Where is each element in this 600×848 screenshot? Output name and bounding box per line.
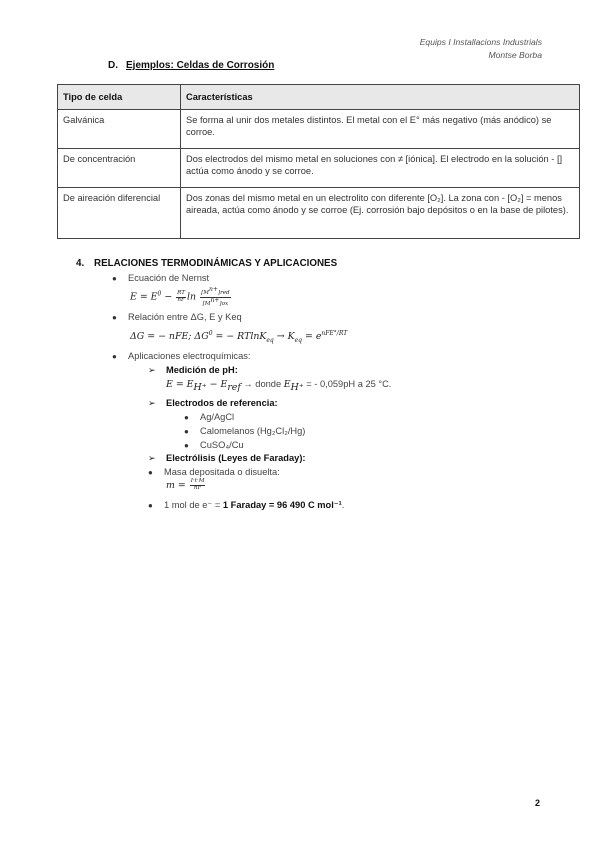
column-header-type: Tipo de celda: [58, 85, 181, 110]
cell-type: De concentración: [58, 149, 181, 188]
list-item-nernst: [112, 272, 209, 284]
list-item: [184, 439, 244, 451]
ph-title: Medición de pH:: [166, 365, 238, 375]
section-4-title: RELACIONES TERMODINÁMICAS Y APLICACIONES: [94, 258, 338, 269]
table-row: [58, 188, 580, 239]
mass-fraction: $\frac{I\cdot t\cdot M}{nF}$: [190, 478, 205, 491]
page-header: [420, 36, 542, 62]
list-item: [184, 425, 305, 437]
nernst-label: Ecuación de Nernst: [128, 273, 210, 283]
bullet-icon: ●: [184, 441, 189, 450]
bullet-icon: ●: [112, 313, 117, 322]
bullet-icon: ●: [184, 427, 189, 436]
subitem-reference-electrodes: [148, 397, 278, 410]
nernst-formula: $E = E^0$ − $\frac{RT}{nF}$ ln $\frac{[M^{n+}]red}{[M^{n+}]ox}$: [130, 286, 230, 307]
section-d-heading: [108, 59, 274, 72]
subitem-electrolysis: [148, 452, 306, 465]
column-header-characteristics: Características: [181, 85, 580, 110]
reference-electrodes-title: Electrodos de referencia:: [166, 398, 278, 408]
list-item-applications: [112, 350, 250, 362]
bullet-icon: ●: [184, 413, 189, 422]
bullet-icon: ●: [112, 274, 117, 283]
section-4-number: 4.: [76, 258, 85, 269]
ph-formula: $E = E_{H^+} - E_{ref}$ → donde $E_{H^+}$ = - 0,059pH a 25 °C.: [166, 379, 392, 393]
mass-label: Masa depositada o disuelta:: [164, 467, 280, 477]
nernst-fraction: $\frac{RT}{nF}$: [177, 289, 186, 303]
relation-formula: ΔG = − nFE; $\Delta G^0$ = − $RTlnK_{eq} \to K_{eq} = e^{nFE^\circ/RT}$: [130, 330, 348, 344]
section-d-letter: D.: [108, 60, 118, 71]
table-row: [58, 149, 580, 188]
list-item-relation: [112, 311, 242, 323]
cell-description: Dos zonas del mismo metal en un electrolito con diferente [O₂]. La zona con - [O₂] = menos aireada, actúa como ánodo y se corroe (Ej. corrosión bajo depósitos o en la base de pilotes).: [181, 188, 580, 239]
cell-type: Galvánica: [58, 110, 181, 149]
relation-label: Relación entre ΔG, E y Keq: [128, 312, 242, 322]
bullet-icon: ●: [148, 468, 153, 477]
electrolysis-title: Electrólisis (Leyes de Faraday):: [166, 453, 306, 463]
header-author: Montse Borba: [488, 49, 542, 60]
arrowhead-icon: ➢: [148, 365, 156, 375]
reference-electrode: Ag/AgCl: [200, 412, 235, 422]
nernst-quotient: $\frac{[M^{n+}]red}{[M^{n+}]ox}$: [201, 286, 230, 307]
table-row: [58, 110, 580, 149]
corrosion-cells-table: [57, 84, 580, 239]
list-item-faraday: ● 1 mol de e⁻ = 1 Faraday = 96 490 C mol⁻¹.: [148, 500, 345, 510]
arrowhead-icon: ➢: [148, 453, 156, 463]
mass-formula: m = $\frac{I\cdot t\cdot M}{nF}$: [166, 478, 205, 491]
reference-electrode: Calomelanos (Hg₂Cl₂/Hg): [200, 426, 306, 436]
header-course: Equips I Installacions Industrials: [419, 37, 542, 47]
section-4-heading: [76, 258, 337, 271]
page-number: 2: [534, 798, 540, 808]
arrowhead-icon: ➢: [148, 398, 156, 408]
cell-description: Se forma al unir dos metales distintos. El metal con el E° más negativo (más anódico) se corroe.: [181, 110, 580, 149]
bullet-icon: ●: [148, 501, 153, 510]
subitem-ph: [148, 364, 238, 377]
applications-label: Aplicaciones electroquímicas:: [128, 351, 251, 361]
list-item: [184, 411, 234, 423]
cell-type: De aireación diferencial: [58, 188, 181, 239]
list-item-mass: [148, 466, 280, 478]
cell-description: Dos electrodos del mismo metal en soluciones con ≠ [iónica]. El electrodo en la solución - [] actúa como ánodo y se corroe.: [181, 149, 580, 188]
reference-electrode: CuSO₄/Cu: [200, 440, 244, 450]
section-d-title: Ejemplos: Celdas de Corrosión: [126, 60, 275, 71]
bullet-icon: ●: [112, 352, 117, 361]
table-header-row: [58, 85, 580, 110]
